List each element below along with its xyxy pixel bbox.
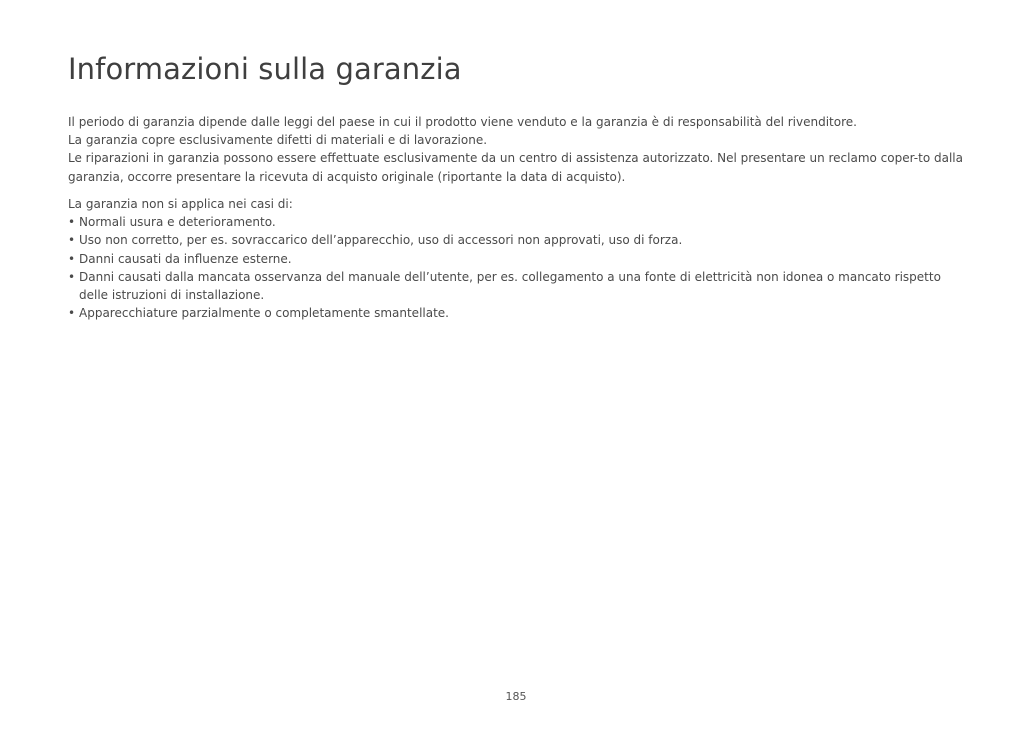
bullet-icon: • <box>68 233 76 248</box>
list-item-text: Danni causati da influenze esterne. <box>79 251 292 266</box>
list-item-text: Normali usura e deterioramento. <box>79 215 276 230</box>
bullet-icon: • <box>68 269 76 284</box>
list-item <box>68 304 968 322</box>
intro-paragraph: Il periodo di garanzia dipende dalle leggi del paese in cui il prodotto viene venduto e la garanzia è di responsabilità del rivenditore. <box>68 115 857 129</box>
bullet-icon: • <box>68 215 76 230</box>
exclusions-section <box>68 195 968 322</box>
list-item-text: Danni causati dalla mancata osservanza del manuale dell’utente, per es. collegamento a una fonte di elettricità non idonea o mancato rispetto delle istruzioni di installazione. <box>79 269 941 303</box>
exclusions-list <box>68 213 968 322</box>
page-title: Informazioni sulla garanzia <box>68 52 462 86</box>
list-item <box>68 213 968 231</box>
page-number: 185 <box>505 690 527 703</box>
exclusions-heading: La garanzia non si applica nei casi di: <box>68 197 293 211</box>
list-item-text: Apparecchiature parzialmente o completamente smantellate. <box>79 306 449 321</box>
bullet-icon: • <box>68 306 76 321</box>
list-item-text: Uso non corretto, per es. sovraccarico dell’apparecchio, uso di accessori non approvati, uso di forza. <box>79 233 683 248</box>
intro-paragraphs <box>68 113 968 186</box>
list-item <box>68 268 968 304</box>
bullet-icon: • <box>68 251 76 266</box>
intro-paragraph: La garanzia copre esclusivamente difetti di materiali e di lavorazione. <box>68 133 488 148</box>
intro-paragraph: Le riparazioni in garanzia possono essere effettuate esclusivamente da un centro di assistenza autorizzato. Nel presentare un reclamo coper-to dalla garanzia, occorre presentare la ricevuta di acquisto originale (riportante la data di acquisto). <box>68 151 963 184</box>
list-item <box>68 250 968 268</box>
list-item <box>68 231 968 249</box>
